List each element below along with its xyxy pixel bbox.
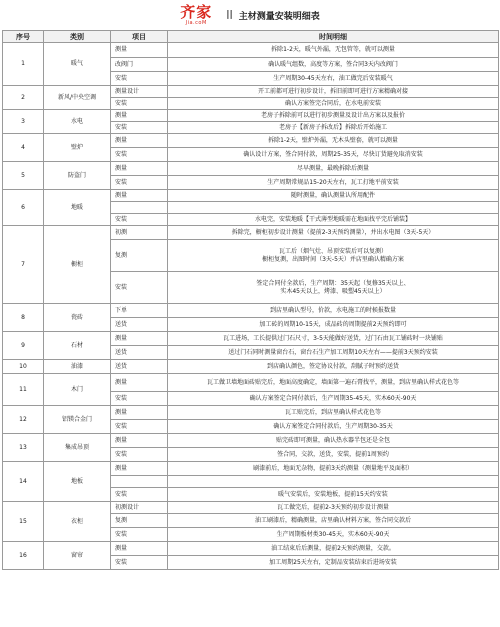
table-row — [3, 162, 499, 176]
time-detail-cell — [168, 476, 499, 488]
time-detail-cell: 确认方案签完合同后，在水电前安装 — [168, 98, 499, 110]
category-cell: 窗帘 — [44, 542, 111, 570]
category-cell: 地板 — [44, 462, 111, 502]
row-number: 7 — [3, 226, 44, 304]
time-detail-cell: 确认暖气组数，高度等方案，签合同3天内改阀门 — [168, 58, 499, 72]
table-row — [3, 502, 499, 514]
table-row — [3, 332, 499, 346]
category-cell: 瓷砖 — [44, 304, 111, 332]
project-cell: 安装 — [111, 392, 168, 406]
category-cell: 石材 — [44, 332, 111, 360]
table-row — [3, 134, 499, 148]
time-detail-cell: 老房子【新房子拆改后】拆除后开始施工 — [168, 122, 499, 134]
title-separator: || — [226, 10, 233, 20]
category-cell: 橱柜 — [44, 226, 111, 304]
project-cell: 安装 — [111, 272, 168, 304]
time-detail-cell: 确认方案签定合同付款后，生产周期30-35天 — [168, 420, 499, 434]
project-cell: 送货 — [111, 318, 168, 332]
project-cell: 安装 — [111, 488, 168, 502]
project-cell: 测量 — [111, 434, 168, 448]
table-body — [3, 43, 499, 570]
time-detail-cell: 加工周期25天左右，定制品安装结束后进场安装 — [168, 556, 499, 570]
brand-logo — [180, 4, 212, 26]
project-cell — [111, 202, 168, 214]
time-detail-cell: 拆除1-2天，暖气外漏，无包管等，就可以测量 — [168, 43, 499, 58]
time-detail-cell: 瓦工做完后，提前2-3天预约初步设计测量 — [168, 502, 499, 514]
column-header-time-detail: 时间明细 — [168, 31, 499, 43]
time-detail-cell: 油工刷漆后，精确测量，店里确认材料方案，签合同交款后 — [168, 514, 499, 528]
row-number: 15 — [3, 502, 44, 542]
row-number: 16 — [3, 542, 44, 570]
time-detail-cell: 生产周期板材类30-45天，实木60天-90天 — [168, 528, 499, 542]
table-row — [3, 86, 499, 98]
table-row — [3, 304, 499, 318]
category-cell: 防盗门 — [44, 162, 111, 190]
page-header — [0, 0, 500, 30]
table-row — [3, 374, 499, 392]
category-cell: 壁炉 — [44, 134, 111, 162]
row-number: 9 — [3, 332, 44, 360]
table-row — [3, 434, 499, 448]
row-number: 10 — [3, 360, 44, 374]
time-detail-cell: 生产周期常规品15-20天左右，瓦工打地平前安装 — [168, 176, 499, 190]
time-detail-cell: 开工前都可进行初步设计，拆旧前即可进行方案精确对接 — [168, 86, 499, 98]
project-cell: 测量设计 — [111, 86, 168, 98]
project-cell: 测量 — [111, 332, 168, 346]
table-row — [3, 226, 499, 240]
time-detail-cell: 暖气安装后，安装地板，提前15天约安装 — [168, 488, 499, 502]
time-detail-cell: 刷漆前后，地面无杂物，提前3天约测量（测量地平及面积） — [168, 462, 499, 476]
row-number: 3 — [3, 110, 44, 134]
time-detail-cell: 拆除完，橱柜初步设计测量（提前2-3天预约测量），并出水电图（3天-5天） — [168, 226, 499, 240]
table-header-row — [3, 31, 499, 43]
row-number: 14 — [3, 462, 44, 502]
project-cell: 安装 — [111, 122, 168, 134]
time-detail-cell: 瓦工贴完后，到店里确认样式花色等 — [168, 406, 499, 420]
project-cell: 安装 — [111, 556, 168, 570]
category-cell: 水电 — [44, 110, 111, 134]
time-detail-cell: 到店确认颜色，签定协议付款，刮腻子时预约送货 — [168, 360, 499, 374]
project-cell: 送货 — [111, 360, 168, 374]
project-cell: 安装 — [111, 214, 168, 226]
row-number: 6 — [3, 190, 44, 226]
page-title: 主材测量安装明细表 — [238, 11, 320, 22]
table-row — [3, 542, 499, 556]
time-detail-cell: 签合同，交款，送货，安装，提前1周预约 — [168, 448, 499, 462]
table-row — [3, 462, 499, 476]
table-row — [3, 406, 499, 420]
time-detail-cell: 油工结束后后测量，提前2天预约测量，交款。 — [168, 542, 499, 556]
column-header-no: 序号 — [3, 31, 44, 43]
category-cell: 新风/中央空调 — [44, 86, 111, 110]
project-cell: 测量 — [111, 542, 168, 556]
time-detail-cell: 到店里确认型号，价款，水电施工的时候报数量 — [168, 304, 499, 318]
project-cell: 初测设计 — [111, 502, 168, 514]
project-cell: 测量 — [111, 406, 168, 420]
category-cell: 铝镁合金门 — [44, 406, 111, 434]
project-cell: 测量 — [111, 110, 168, 122]
time-detail-cell: 瓦工进场，工长提供过门石尺寸，3-5天能做好送货，过门石由瓦工铺砖时一块铺贴 — [168, 332, 499, 346]
project-cell: 测量 — [111, 43, 168, 58]
project-cell: 安装 — [111, 420, 168, 434]
project-cell: 测量 — [111, 462, 168, 476]
logo-main-text: 齐家 — [180, 3, 213, 21]
logo-sub-text: Jia.coM — [185, 20, 207, 26]
detail-table — [2, 30, 499, 570]
time-detail-cell: 送过门石同时测量窗台石，窗台石生产加工周期10天左右——提前3天预约安装 — [168, 346, 499, 360]
time-detail-cell — [168, 202, 499, 214]
project-cell: 改阀门 — [111, 58, 168, 72]
category-cell: 地暖 — [44, 190, 111, 226]
project-cell: 测量 — [111, 162, 168, 176]
project-cell: 复测 — [111, 240, 168, 272]
time-detail-cell: 水电完，安装地暖【干式薄型地暖需在地面找平完后铺装】 — [168, 214, 499, 226]
row-number: 5 — [3, 162, 44, 190]
row-number: 4 — [3, 134, 44, 162]
project-cell: 安装 — [111, 98, 168, 110]
project-cell: 下单 — [111, 304, 168, 318]
project-cell: 安装 — [111, 72, 168, 86]
time-detail-cell: 瓦工做卫墙地面砖贴完后，地面高度确定，墙面第一遍石膏找平，测量，到店里确认样式花色等 — [168, 374, 499, 392]
project-cell: 初测 — [111, 226, 168, 240]
row-number: 8 — [3, 304, 44, 332]
project-cell: 安装 — [111, 176, 168, 190]
category-cell: 衣柜 — [44, 502, 111, 542]
time-detail-cell: 生产周期30-45天左右，油工做完后安装暖气 — [168, 72, 499, 86]
table-row — [3, 360, 499, 374]
time-detail-cell: 拆除1-2天，壁炉外漏，无木头壁套，就可以测量 — [168, 134, 499, 148]
time-detail-cell: 随时测量，确认测量认所用配件 — [168, 190, 499, 202]
row-number: 11 — [3, 374, 44, 406]
project-cell: 安装 — [111, 148, 168, 162]
project-cell: 送货 — [111, 346, 168, 360]
project-cell: 测量 — [111, 134, 168, 148]
column-header-category: 类别 — [44, 31, 111, 43]
row-number: 13 — [3, 434, 44, 462]
column-header-project: 项目 — [111, 31, 168, 43]
time-detail-cell: 老房子拆除前可以进行初步测量及设计出方案以及报价 — [168, 110, 499, 122]
category-cell: 暖气 — [44, 43, 111, 86]
table-row — [3, 190, 499, 202]
time-detail-cell: 贴完砖即可测量，确认热水器半包还是全包 — [168, 434, 499, 448]
table-row — [3, 110, 499, 122]
time-detail-cell: 签定合同付全款后，生产周期：35天起（复修35天以上、 实木45天以上，烤漆、吸塑45天以上） — [168, 272, 499, 304]
project-cell: 测量 — [111, 374, 168, 392]
time-detail-cell: 确认方案签定合同付款后，生产周期35-45天，实木60天-90天 — [168, 392, 499, 406]
time-detail-cell: 尽早测量，最晚拆除后测量 — [168, 162, 499, 176]
project-cell: 安装 — [111, 448, 168, 462]
time-detail-cell: 瓦工后（烟气灶、吊顶安装后可以复测） 橱柜复测，出图时间（3天-5天）并店里确认精确方案 — [168, 240, 499, 272]
category-cell: 集成吊顶 — [44, 434, 111, 462]
table-row — [3, 43, 499, 58]
time-detail-cell: 加工砖的周期10-15天，成品砖的周期提前2天预约即可 — [168, 318, 499, 332]
time-detail-cell: 确认设计方案，签合同付款，周期25-35天，尽快订货避免取消安装 — [168, 148, 499, 162]
project-cell: 复测 — [111, 514, 168, 528]
category-cell: 油漆 — [44, 360, 111, 374]
project-cell: 安装 — [111, 528, 168, 542]
project-cell — [111, 476, 168, 488]
row-number: 2 — [3, 86, 44, 110]
row-number: 12 — [3, 406, 44, 434]
row-number: 1 — [3, 43, 44, 86]
project-cell: 测量 — [111, 190, 168, 202]
category-cell: 木门 — [44, 374, 111, 406]
